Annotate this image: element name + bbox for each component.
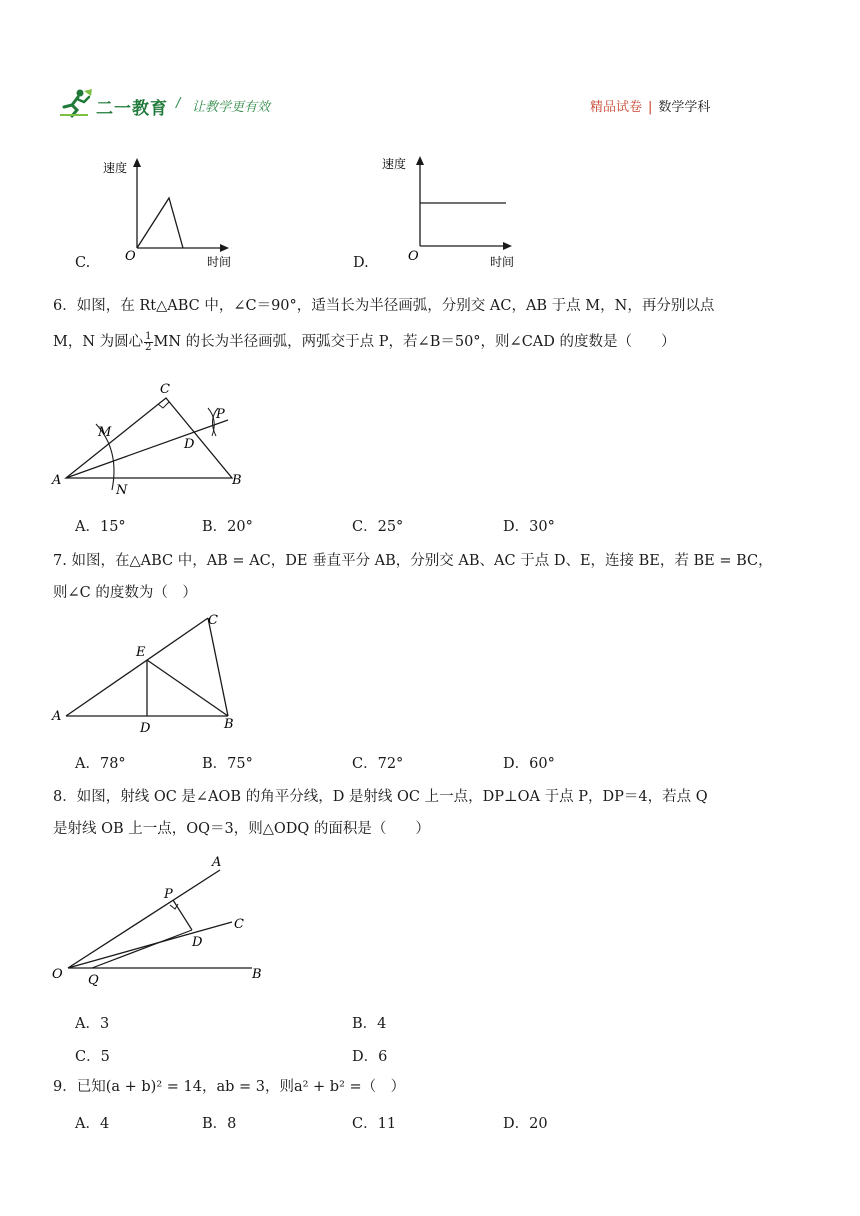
q5c-origin-label: O [125,249,136,264]
q5c-x-axis-label: 时间 [207,255,232,269]
q6-label-d: D [184,437,195,452]
q7-stem [53,548,813,606]
q9-option-a[interactable]: A．4 [75,1116,110,1132]
q8-option-c[interactable]: C．5 [75,1049,110,1065]
q7-label-b: B [224,717,234,732]
q7-figure [48,608,258,738]
q5-graph-d [378,148,528,273]
q7-label-d: D [140,721,151,736]
header-paper-type: 精品试卷 [590,100,643,115]
q6-label-c: C [160,382,170,397]
q7-option-c[interactable]: C．72° [352,756,404,772]
q9-option-d[interactable]: D．20 [503,1116,548,1132]
q8-options [75,1012,775,1072]
q8-label-p: P [164,887,173,902]
logo-text: 二一教育 [96,99,168,119]
q6-figure [48,378,248,498]
header-subject-name: 数学学科 [658,100,711,115]
q6-option-c[interactable]: C．25° [352,519,404,535]
q6-label-p: P [216,407,225,422]
header-subject: 精品试卷 | 数学学科 [590,100,711,115]
q5-option-d-label: D. [353,255,369,271]
q8-label-b: B [252,967,262,982]
slogan: 让教学更有效 [192,100,271,115]
q8-option-d[interactable]: D．6 [352,1049,388,1065]
q5d-origin-label: O [408,249,419,264]
q8-option-a[interactable]: A．3 [75,1016,110,1032]
q5c-y-axis-label: 速度 [103,161,128,175]
q8-figure [48,848,278,988]
q5-option-c-label: C. [75,255,91,271]
q7-label-e: E [136,645,146,660]
q8-option-b[interactable]: B．4 [352,1016,387,1032]
q9-options [75,1112,775,1132]
q6-line2-part1: M，N 为圆心 [53,334,144,350]
q8-line1: 8．如图，射线 OC 是∠AOB 的角平分线，D 是射线 OC 上一点，DP⊥OA 于点 P，DP＝4，若点 Q [53,789,708,805]
q7-label-c: C [208,613,218,628]
q7-label-a: A [52,709,62,724]
q7-line2: 则∠C 的度数为（ ） [53,585,197,601]
header [0,0,860,130]
q8-label-a: A [212,855,222,870]
q9-stem: 9．已知(a + b)² = 14，ab = 3，则a² + b² =（ ） [53,1079,406,1095]
q6-option-b[interactable]: B．20° [202,519,253,535]
logo-runner-icon [58,88,94,118]
q7-line1: 7. 如图，在△ABC 中，AB = AC，DE 垂直平分 AB，分别交 AB、AC 于点 D、E，连接 BE，若 BE = BC， [53,553,773,569]
q5-graph-c [95,150,245,275]
q6-option-a[interactable]: A．15° [75,519,126,535]
q6-line2-part2: MN 的长为半径画弧，两弧交于点 P，若∠B＝50°，则∠CAD 的度数是（ ） [153,334,676,350]
q6-options [75,515,775,535]
q8-line2: 是射线 OB 上一点，OQ＝3，则△ODQ 的面积是（ ） [53,821,430,837]
q9-option-b[interactable]: B．8 [202,1116,237,1132]
q8-label-d: D [192,935,203,950]
q8-label-q: Q [88,973,99,988]
q6-option-d[interactable]: D．30° [503,519,555,535]
q6-label-m: M [98,425,112,440]
q6-line2 [53,329,813,355]
q6-label-a: A [52,473,62,488]
q8-stem [53,784,813,842]
q6-fraction-den: 2 [145,341,152,353]
q5d-y-axis-label: 速度 [382,157,407,171]
q6-fraction-num: 1 [145,330,152,342]
q6-label-n: N [116,483,128,498]
q7-options [75,752,775,772]
q7-option-d[interactable]: D．60° [503,756,555,772]
q6-label-b: B [232,473,242,488]
q7-option-b[interactable]: B．75° [202,756,253,772]
q9-option-c[interactable]: C．11 [352,1116,397,1132]
slogan-divider: / [176,96,181,111]
q7-option-a[interactable]: A．78° [75,756,126,772]
q8-label-c: C [234,917,244,932]
q8-label-o: O [52,967,63,982]
q6-fraction [144,332,152,353]
q5d-x-axis-label: 时间 [490,255,515,269]
q6-line1: 6．如图，在 Rt△ABC 中，∠C＝90°，适当长为半径画弧，分别交 AC，AB 于点 M，N，再分别以点 [53,298,715,314]
q6-stem [53,293,813,355]
